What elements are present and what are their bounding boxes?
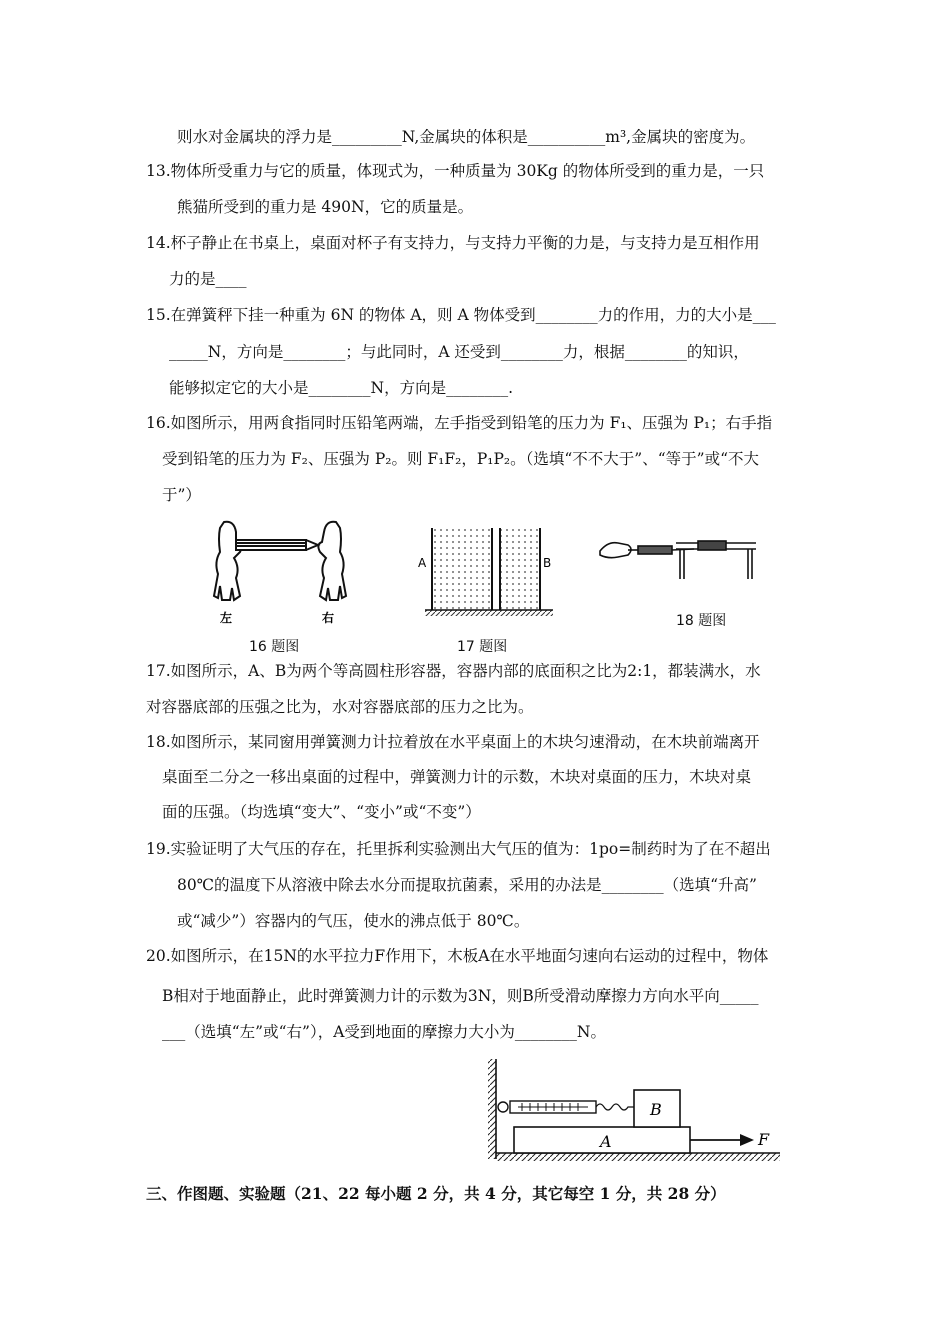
question-18-line-2: 桌面至二分之一移出桌面的过程中，弹簧测力计的示数，木块对桌面的压力，木块对桌	[162, 768, 752, 786]
block-a-label: A	[600, 1132, 612, 1151]
question-17-line-2: 对容器底部的压强之比为，水对容器底部的压力之比为。	[146, 698, 534, 716]
question-18-line-1: 18.如图所示，某同窗用弹簧测力计拉着放在水平桌面上的木块匀速滑动，在木块前端离开	[146, 733, 760, 751]
question-19-line-2: 80℃的温度下从溶液中除去水分而提取抗菌素，采用的办法是________（选填“升高”	[177, 876, 757, 894]
question-18-line-3: 面的压强。（均选填“变大”、“变小”或“不变”）	[162, 803, 481, 821]
question-19-line-1: 19.实验证明了大气压的存在，托里拆利实验测出大气压的值为：1po=制药时为了在不超出	[146, 840, 771, 858]
question-20-line-2: B相对于地面静止，此时弹簧测力计的示数为3N，则B所受滑动摩擦力方向水平向_____	[162, 987, 759, 1005]
figure-16-right-label: 右	[322, 611, 335, 625]
figure-20-friction-setup	[484, 1055, 784, 1165]
question-20-line-3: ___（选填“左”或“右”），A受到地面的摩擦力大小为________N。	[162, 1023, 606, 1041]
question-13-line-2: 熊猫所受到的重力是 490N，它的质量是。	[177, 198, 474, 216]
figure-16-pencil-fingers	[210, 518, 350, 630]
question-17-line-1: 17.如图所示，A、B为两个等高圆柱形容器，容器内部的底面积之比为2:1，都装满水，水	[146, 662, 761, 680]
question-19-line-3: 或“减少”）容器内的气压，使水的沸点低于 80℃。	[177, 912, 530, 930]
figure-17-label-b: B	[543, 556, 552, 570]
question-14-line-2: 力的是____	[169, 270, 247, 288]
question-14-line-1: 14.杯子静止在书桌上，桌面对杯子有支持力，与支持力平衡的力是，与支持力是互相作用	[146, 234, 760, 252]
figure-16-left-label: 左	[220, 611, 233, 625]
text-line-1: 则水对金属块的浮力是_________N,金属块的体积是__________m³,金属块的密度为。	[177, 128, 756, 146]
question-15-line-1: 15.在弹簧秤下挂一种重为 6N 的物体 A，则 A 物体受到________力的作用，力的大小是___	[146, 306, 776, 324]
force-f-label: F	[758, 1130, 770, 1149]
figure-17-caption: 17 题图	[457, 639, 508, 655]
question-20-line-1: 20.如图所示，在15N的水平拉力F作用下，木板A在水平地面匀速向右运动的过程中，物体	[146, 947, 769, 965]
question-16-line-3: 于”）	[162, 486, 201, 504]
question-13-line-1: 13.物体所受重力与它的质量，体现式为，一种质量为 30Kg 的物体所受到的重力是，一只	[146, 162, 765, 180]
block-b-label: B	[650, 1100, 662, 1119]
figure-17-label-a: A	[418, 556, 427, 570]
section-3-title: 三、作图题、实验题（21、22 每小题 2 分，共 4 分，其它每空 1 分，共 28 分）	[146, 1184, 726, 1203]
figure-17-containers	[415, 522, 565, 618]
question-15-line-3: 能够拟定它的大小是________N，方向是________.	[169, 379, 513, 397]
question-15-line-2: _____N，方向是________；与此同时，A 还受到________力，根据________的知识，	[169, 343, 749, 361]
question-16-line-1: 16.如图所示，用两食指同时压铅笔两端，左手指受到铅笔的压力为 F₁、压强为 P₁；右手指	[146, 414, 773, 432]
figure-18-caption: 18 题图	[676, 613, 727, 629]
question-16-line-2: 受到铅笔的压力为 F₂、压强为 P₂。则 F₁F₂，P₁P₂。（选填“不不大于”、“等于”或“不大	[162, 450, 759, 468]
figure-18-spring-scale	[598, 527, 758, 582]
figure-16-caption: 16 题图	[249, 639, 300, 655]
